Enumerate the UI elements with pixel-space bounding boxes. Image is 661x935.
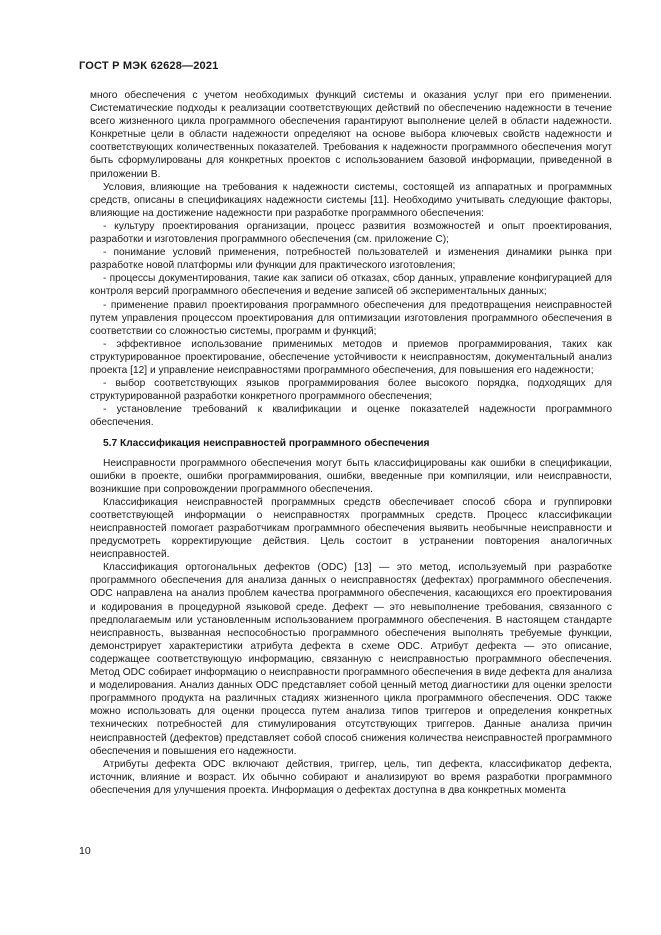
paragraph: много обеспечения с учетом необходимых функций системы и оказания услуг при его применении. Систематические подходы к реализации соответствующих действий по обеспечению надежности в течение всего жизненного цикла программного обеспечения гарантируют выполнение целей в области надежности. Конкретные цели в области надежности определяют на основе выбора ключевых свойств надежности и соответствующих количественных показателей. Требования к надежности программного обеспечения могут быть сформулированы для конкретных проектов с использованием базовой информации, приведенной в приложении В. (90, 90, 612, 180)
section-heading: 5.7 Классификация неисправностей программного обеспечения (103, 438, 430, 450)
paragraph: Условия, влияющие на требования к надежности системы, состоящей из аппаратных и программных средств, описаны в спецификациях надежности системы [11]. Необходимо учитывать следующие факторы, влияющие на достижение надежности при разработке программного обеспечения: (90, 181, 612, 219)
document-code-header: ГОСТ Р МЭК 62628—2021 (79, 60, 219, 72)
list-item: - применение правил проектирования программного обеспечения для предотвращения неисправностей путем управления процессом проектирования для оптимизации изготовления программного обеспечения в соответствии со сложностью системы, программ и функций; (90, 299, 612, 337)
page-number: 10 (79, 845, 91, 857)
paragraph: Классификация неисправностей программных средств обеспечивает способ сбора и группировки соответствующей информации о неисправностях программных средств. Процесс классификации неисправностей помогает разработчикам программного обеспечения выявить необычные неисправности и предусмотреть корректирующие действия. Цель состоит в устранении повторения аналогичных неисправностей. (90, 496, 612, 561)
paragraph: Атрибуты дефекта ODC включают действия, триггер, цель, тип дефекта, классификатор дефекта, источник, влияние и возраст. Их обычно собирают и анализируют во время разработки программного обеспечения для улучшения проекта. Информация о дефектах доступна в два конкретных момента (90, 758, 612, 796)
list-item: - установление требований к квалификации и оценке показателей надежности программного обеспечения. (90, 404, 612, 429)
list-item: - культуру проектирования организации, процесс развития возможностей и опыт проектирования, разработки и изготовления программного обеспечения (см. приложение С); (90, 220, 612, 246)
paragraph: Неисправности программного обеспечения могут быть классифицированы как ошибки в спецификации, ошибки в проекте, ошибки программирования, ошибки, введенные при компиляции, или неисправности, возникшие при сопровождении программного обеспечения. (90, 457, 612, 495)
paragraph: Классификация ортогональных дефектов (ODC) [13] — это метод, используемый при разработке программного обеспечения для анализа данных о неисправностях (дефектах) программного обеспечения. ODC направлена на анализ проблем качества программного обеспечения, касающихся его проектирования и кодирования в процедурной языковой среде. Дефект — это невыполнение требования, связанного с предполагаемым или установленным использованием программного обеспечения. В настоящем стандарте неисправность, вызванная неспособностью программного обеспечения выполнять требуемые функции, демонстрирует характеристики атрибута дефекта в схеме ODC. Атрибут дефекта — это описание, содержащее соответствующую информацию, связанную с неисправностью программного обеспечения. Метод ODC собирает информацию о неисправности программного обеспечения в виде дефекта для анализа и моделирования. Анализ данных ODC представляет собой ценный метод диагностики для оценки зрелости программного продукта на различных стадиях жизненного цикла программного обеспечения. ODC также можно использовать для оценки процесса путем анализа типов триггеров и определения конкретных технических потребностей для стимулирования отсутствующих триггеров. Данные анализа причин неисправностей (дефектов) представляет собой способ снижения количества неисправностей программного обеспечения и повышения его надежности. (90, 562, 612, 757)
body-text (90, 89, 612, 797)
list-item: - выбор соответствующих языков программирования более высокого порядка, подходящих для структурированной разработки конкретного программного обеспечения; (90, 378, 612, 403)
list-item: - эффективное использование применимых методов и приемов программирования, таких как структурированное проектирование, обеспечение устойчивости к неисправностям, документальный анализ проекта [12] и управление неисправностями программного обеспечения, для повышения его надежности; (90, 338, 612, 376)
list-item: - понимание условий применения, потребностей пользователей и изменения динамики рынка при разработке новой платформы или функции для практического изготовления; (90, 247, 612, 272)
list-item: - процессы документирования, такие как записи об отказах, сбор данных, управление конфигурацией для контроля версий программного обеспечения и ведение записей об экспериментальных данных; (90, 273, 612, 298)
